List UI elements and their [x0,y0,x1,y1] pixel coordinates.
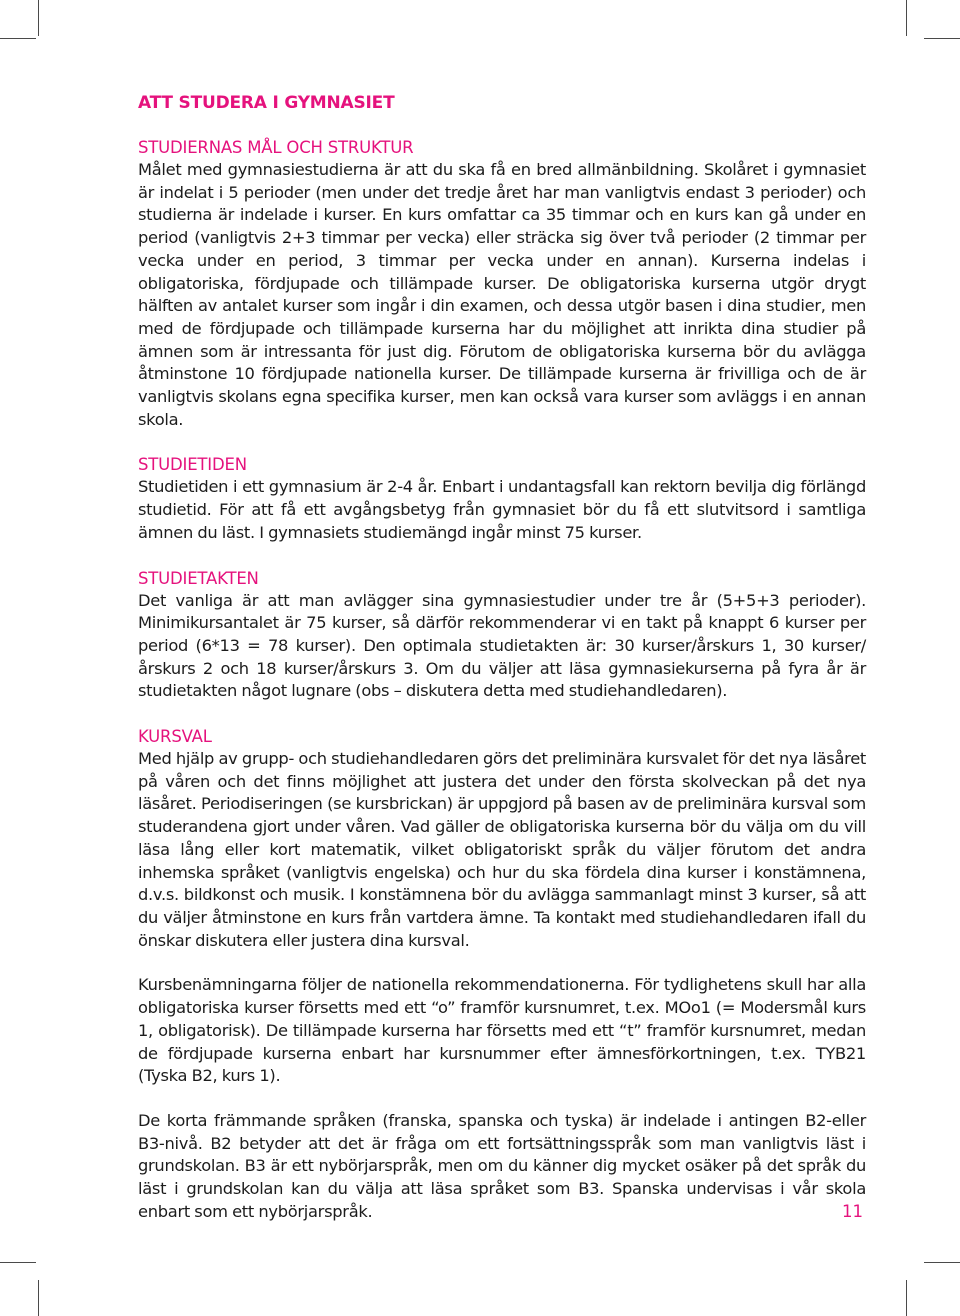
section-studiernas-mal [138,136,866,431]
section-heading: KURSVAL [138,727,212,747]
crop-mark-top-left-vertical [38,0,39,36]
page-title: ATT STUDERA I GYMNASIET [138,93,395,113]
crop-mark-bottom-left-vertical [38,1280,39,1316]
body-paragraph: Med hjälp av grupp- och studiehandledaren görs det preliminära kursvalet för det nya läsåret på våren och det finns möjlighet att justera det under den första skolveckan på det nya läsåret. Periodiseringen (se kursbrickan) är uppgjord på basen av de preliminära kursval som studerandena gjort under våren. Vad gäller de obligatoriska kurserna bör du välja om du vill läsa lång eller kort matematik, vilket obligatoriskt språk du väljer förutom det andra inhemska språket (vanligtvis engelska) och hur du ska fördela dina kurser i konstämnena, d.v.s. bildkonst och musik. I konstämnena bör du avlägga sammanlagt minst 3 kurser, så att du väljer åtminstone en kurs från vartdera ämne. Ta kontakt med studiehandledaren ifall du önskar diskutera eller justera dina kursval. [138,749,866,950]
crop-mark-bottom-right-vertical [906,1280,907,1316]
crop-mark-top-left-horizontal [0,38,36,39]
body-paragraph: Kursbenämningarna följer de nationella rekommendationerna. För tydlighetens skull har alla obligatoriska kurser försetts med ett “o” framför kursnumret, t.ex. MOo1 (= Modersmål kurs 1, obligatorisk). De tillämpade kurserna har försetts med ett “t” framför kursnumret, medan de fördjupade kurserna enbart har kursnummer efter ämnesförkortningen, t.ex. TYB21 (Tyska B2, kurs 1). [138,975,866,1086]
body-paragraph: Målet med gymnasiestudierna är att du ska få en bred allmänbildning. Skolåret i gymnasiet är indelat i 5 perioder (men under det tredje året har man vanligtvis endast 3 perioder) och studierna är indelade i kurser. En kurs omfattar ca 35 timmar och en kurs kan gå under en period (vanligtvis 2+3 timmar per vecka) eller sträcka sig över två perioder (2 timmar per vecka under en period, 3 timmar per vecka under en annan). Kurserna indelas i obligatoriska, fördjupade och tillämpade kurser. De obligatoriska kurserna utgör drygt hälften av antalet kurser som ingår i din examen, och dessa utgör basen i dina studier, men med de fördjupade och tillämpade kurserna har du möjlighet att inrikta dina studier på ämnen som är intressanta för just dig. Förutom de obligatoriska kurserna bör du avlägga åtminstone 10 fördjupade nationella kurser. De tillämpade kurserna är frivilliga och de är vanligtvis skolans egna specifika kurser, men kan också vara kurser som avläggs i en annan skola. [138,160,866,429]
crop-mark-top-right-horizontal [924,38,960,39]
body-paragraph: De korta främmande språken (franska, spanska och tyska) är indelade i antingen B2-eller B3-nivå. B2 betyder att det är fråga om ett fortsättningsspråk som man vanligtvis läst i grundskolan. B3 är ett nybörjarspråk, men om du känner dig mycket osäker på det språk du läst i grundskolan kan du välja att läsa språket som B3. Spanska undervisas i vår skola enbart som ett nybörjarspråk. [138,1110,866,1221]
section-kursval [138,725,866,1223]
crop-mark-top-right-vertical [906,0,907,36]
body-paragraph: Studietiden i ett gymnasium är 2-4 år. Enbart i undantagsfall kan rektorn bevilja dig förlängd studietid. För att få ett avgångsbetyg från gymnasiet bör du få ett slutvitsord i samtliga ämnen du läst. I gymnasiets studiemängd ingår minst 75 kurser. [138,477,866,542]
page-content [138,92,866,1223]
crop-mark-bottom-right-horizontal [924,1262,960,1263]
crop-mark-bottom-left-horizontal [0,1262,36,1263]
section-studietakten [138,567,866,704]
page-number: 11 [842,1202,863,1221]
section-heading: STUDIETIDEN [138,455,247,475]
section-studietiden [138,453,866,544]
section-heading: STUDIETAKTEN [138,568,259,588]
body-paragraph: Det vanliga är att man avlägger sina gymnasiestudier under tre år (5+5+3 perioder). Minimikursantalet är 75 kurser, så därför rekommenderar vi en takt på knappt 6 kurser per period (6*13 = 78 kurser). Den optimala studietakten är: 30 kurser/årskurs 1, 30 kurser/årskurs 2 och 18 kurser/årskurs 3. Om du väljer att läsa gymnasiekurserna på fyra år är studietakten något lugnare (obs – diskutera detta med studiehandledaren). [138,590,866,701]
section-heading: STUDIERNAS MÅL OCH STRUKTUR [138,138,414,157]
